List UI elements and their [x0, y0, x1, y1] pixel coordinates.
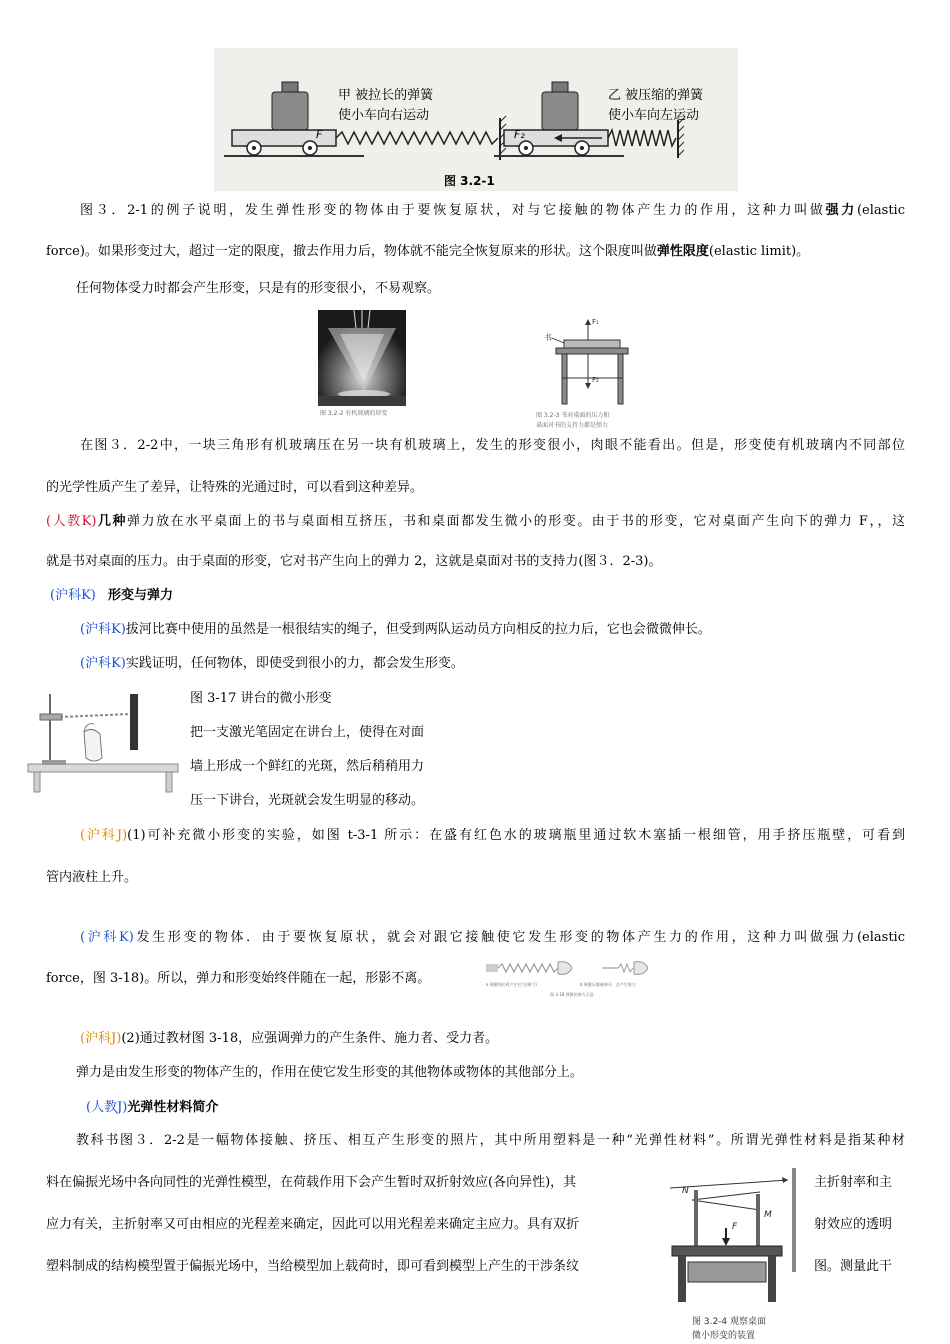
- p11-line-2-right: 主折射率和主: [814, 1175, 893, 1190]
- spring-hand-illustration: [484, 952, 656, 982]
- h1-tag: (沪科K): [50, 588, 96, 603]
- section-heading-deformation: [50, 587, 173, 605]
- p4-tag: (人教K): [46, 514, 97, 529]
- p11-line-2: 料在偏振光场中各向同性的光弹性模型，在荷载作用下会产生暂时双折射效应(各向异性)，其: [46, 1175, 577, 1190]
- fig324-n-label: N: [682, 1186, 689, 1196]
- fig324-caption-1: 图 3.2-4 观察桌面: [692, 1317, 767, 1327]
- p1-text-a-tail: (elastic: [856, 203, 905, 218]
- fig323-f1-label: F₁: [592, 318, 599, 326]
- p8-line-2: force，图 3-18)。所以，弹力和形变始终伴随在一起，形影不离。: [46, 971, 431, 986]
- p8-text-a: 发生形变的物体．由于要恢复原状，就会对跟它接触使它发生形变的物体产生力的作用，这种力叫做强力(elastic: [133, 930, 905, 945]
- p7-line-1: [80, 827, 905, 845]
- p2: 任何物体受力时都会产生形变，只是有的形变很小，不易观察。: [76, 281, 441, 296]
- p4-bold: 几种: [96, 514, 128, 529]
- fig317-line-3: 墙上形成一个鲜红的光斑，然后稍稍用力: [190, 759, 425, 774]
- p4-text-a: 弹力放在水平桌面上的书与桌面相互挤压，书和桌面都发生微小的形变。由于书的形变，它对桌面产生向下的弹力 F，，这: [127, 514, 905, 529]
- fig323-caption-2: 桌面对书的支持力都是弹力: [536, 422, 609, 429]
- fig324-caption-2: 微小形变的装置: [692, 1331, 756, 1341]
- fig321-right-caption-1: 乙 被压缩的弹簧: [608, 88, 704, 103]
- p11-line-4-right: 图。测量此干: [814, 1259, 893, 1274]
- p10: 弹力是由发生形变的物体产生的，作用在使它发生形变的其他物体或物体的其他部分上。: [76, 1065, 584, 1080]
- fig318-caption-b: b 弹簧压缩被弹开，会产生推力: [580, 982, 636, 987]
- p1-term-elastic-limit: 弹性限度: [656, 244, 709, 259]
- figure-3-2-3: [530, 318, 660, 430]
- fig317-line-4: 压一下讲台，光斑就会发生明显的移动。: [190, 793, 425, 808]
- p4-line-1: [46, 513, 905, 531]
- fig317-line-2: 把一支激光笔固定在讲台上，使得在对面: [190, 725, 425, 740]
- p1-text-b: force)。如果形变过大，超过一定的限度，撤去作用力后，物体就不能完全恢复原来的形状。这个限度叫做: [46, 244, 657, 259]
- p9: [80, 1030, 498, 1048]
- p9-tag: (沪科J): [80, 1031, 122, 1046]
- h2-tag: (人教J): [86, 1100, 128, 1115]
- p3-line-1: 在图３．2-2中，一块三角形有机玻璃压在另一块有机玻璃上，发生的形变很小，肉眼不能看出。但是，形变使有机玻璃内不同部位: [80, 438, 905, 453]
- p1-text-b-tail: (elastic limit)。: [708, 244, 810, 259]
- fig321-title: 图 3.2-1: [444, 174, 495, 188]
- p6-text: 实践证明，任何物体，即使受到很小的力，都会发生形变。: [125, 656, 464, 671]
- fig317-line-1: 图 3-17 讲台的微小形变: [190, 691, 332, 706]
- p1-line-1: [80, 202, 905, 220]
- figure-3-2-1: [214, 48, 738, 191]
- p5-tag: (沪科K): [80, 622, 126, 637]
- p11-line-3-right: 射效应的透明: [814, 1217, 893, 1232]
- section-heading-photoelastic: [86, 1099, 218, 1117]
- figure-3-2-2: [318, 310, 406, 416]
- p1-text-a: 图３．2-1的例子说明，发生弹性形变的物体由于要恢复原状，对与它接触的物体产生力的作用，这种力叫做: [80, 203, 826, 218]
- fig323-f2-label: F₂: [592, 376, 599, 384]
- p1-term-elastic-force: 强力: [825, 203, 857, 218]
- fig323-caption-1: 图 3.2-3 书对桌面的压力和: [536, 412, 610, 419]
- p9-text: (2)通过教材图 3-18，应强调弹力的产生条件、施力者、受力者。: [121, 1031, 499, 1046]
- fig322-caption: 图 3.2-2 有机玻璃的形变: [320, 410, 388, 416]
- h1-title: 形变与弹力: [108, 588, 174, 603]
- figure-3-2-4: [652, 1166, 802, 1342]
- p11-line-1: 教科书图３．2-2是一幅物体接触、挤压、相互产生形变的照片，其中所用塑料是一种“光弹性材料”。所谓光弹性材料是指某种材: [76, 1133, 905, 1148]
- p3-line-2: 的光学性质产生了差异，让特殊的光通过时，可以看到这种差异。: [46, 480, 424, 495]
- fig323-book-label: 书: [544, 333, 552, 342]
- table-mirror-apparatus: [652, 1166, 802, 1306]
- fig318-title: 图 3-18 弹簧的弹力示意: [550, 992, 594, 997]
- p5-text: 拔河比赛中使用的虽然是一根很结实的绳子，但受到两队运动员方向相反的拉力后，它也会微微伸长。: [125, 622, 711, 637]
- p4-line-2: 就是书对桌面的压力。由于桌面的形变，它对书产生向上的弹力 2，这就是桌面对书的支持力(图３．2-3)。: [46, 554, 662, 569]
- fig324-f-label: F: [732, 1222, 738, 1232]
- fig318-caption-a: a 弹簧伸长时产生拉力(弹力): [486, 982, 537, 987]
- p8-tag: (沪科K): [80, 930, 134, 945]
- p7-text-a: (1)可补充微小形变的实验，如图 t-3-1 所示：在盛有红色水的玻璃瓶里通过软木塞插一根细管，用手挤压瓶壁，可看到: [127, 828, 905, 843]
- figure-3-17: [26, 684, 184, 794]
- fig321-right-caption-2: 使小车向左运动: [608, 108, 700, 123]
- fig321-force-left: F: [316, 128, 323, 141]
- fig321-left-caption-1: 甲 被拉长的弹簧: [338, 88, 434, 103]
- p5: [80, 621, 711, 639]
- p7-line-2: 管内液柱上升。: [46, 870, 138, 885]
- p1-line-2: [46, 243, 809, 261]
- laser-lectern-illustration: [26, 684, 184, 794]
- p6: [80, 655, 464, 673]
- photoelastic-photo: [318, 310, 406, 406]
- p11-line-3: 应力有关，主折射率又可由相应的光程差来确定，因此可以用光程差来确定主应力。具有双折: [46, 1217, 580, 1232]
- fig321-force-right: F₂: [514, 128, 525, 141]
- p8-line-1: [80, 929, 905, 947]
- fig324-m-label: M: [764, 1210, 772, 1220]
- p6-tag: (沪科K): [80, 656, 126, 671]
- p11-line-4: 塑料制成的结构模型置于偏振光场中，当给模型加上载荷时，即可看到模型上产生的干涉条纹: [46, 1259, 580, 1274]
- p7-tag: (沪科J): [80, 828, 128, 843]
- fig321-left-caption-2: 使小车向右运动: [338, 108, 430, 123]
- h2-title: 光弹性材料简介: [127, 1100, 219, 1115]
- figure-3-18: [484, 952, 656, 1002]
